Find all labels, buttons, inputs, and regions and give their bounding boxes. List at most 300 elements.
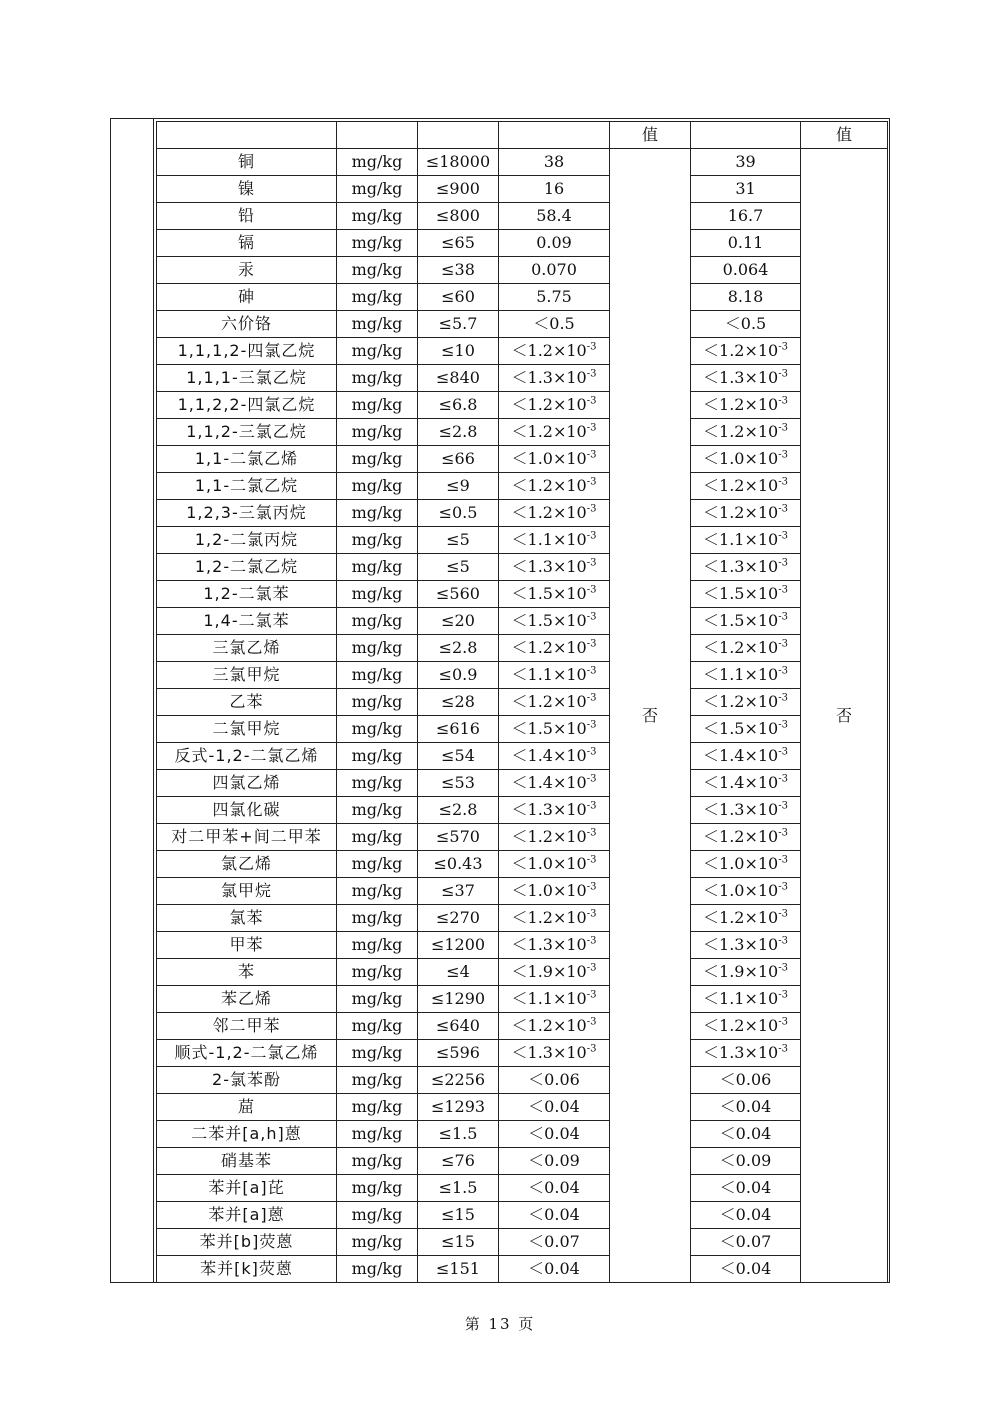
limit-cell-text: ≤65 [441, 233, 475, 252]
value2-cell [691, 608, 801, 635]
value2-cell-text: ＜1.2×10 [703, 395, 779, 414]
value2-cell-exponent: -3 [778, 854, 788, 866]
value1-cell-text: ＜1.0×10 [511, 881, 587, 900]
table-row [157, 797, 888, 824]
limit-cell [418, 527, 499, 554]
value1-cell-text: ＜1.3×10 [511, 557, 587, 576]
value2-cell-text: 16.7 [727, 206, 764, 225]
value2-cell-exponent: -3 [778, 665, 788, 677]
item-name-cell [157, 338, 337, 365]
value1-cell-text: 58.4 [536, 206, 572, 225]
unit-cell [337, 1067, 418, 1094]
value1-cell-exponent: -3 [586, 422, 597, 434]
limit-cell-text: ≤54 [441, 746, 475, 765]
value1-cell-exponent: -3 [586, 584, 597, 596]
unit-cell-text: mg/kg [351, 152, 403, 171]
value1-cell-exponent: -3 [586, 854, 597, 866]
limit-cell-text: ≤9 [446, 476, 470, 495]
item-name-cell-text: 对二甲苯+间二甲苯 [171, 827, 322, 846]
value2-cell-text: ＜1.3×10 [703, 1043, 779, 1062]
table-row [157, 527, 888, 554]
value1-cell-exponent: -3 [586, 881, 597, 893]
limit-cell [418, 797, 499, 824]
value1-cell-text: ＜1.2×10 [511, 476, 587, 495]
unit-cell-text: mg/kg [351, 908, 403, 927]
value1-cell-text: ＜1.4×10 [511, 746, 587, 765]
table-row [157, 176, 888, 203]
value2-cell-text: 0.11 [727, 233, 764, 252]
limit-cell [418, 662, 499, 689]
item-name-cell-text: 汞 [237, 260, 255, 279]
limit-cell [418, 851, 499, 878]
value2-cell [691, 1067, 801, 1094]
limit-cell-text: ≤0.9 [438, 665, 478, 684]
value1-cell-exponent: -3 [586, 1016, 597, 1028]
value1-cell [499, 1094, 610, 1121]
value1-cell-exponent: -3 [586, 368, 597, 380]
item-name-cell-text: 三氯甲烷 [212, 665, 281, 684]
value1-cell [499, 905, 610, 932]
value1-cell-exponent: -3 [586, 611, 597, 623]
value1-cell [499, 446, 610, 473]
item-name-cell [157, 1229, 337, 1256]
table-row [157, 1121, 888, 1148]
item-name-cell-text: 甲苯 [229, 935, 264, 954]
limit-cell-text: ≤800 [436, 206, 480, 225]
value2-cell [691, 419, 801, 446]
value2-cell [691, 662, 801, 689]
value2-cell-text: ＜0.07 [719, 1232, 772, 1251]
value2-cell-text: ＜1.1×10 [703, 989, 779, 1008]
value1-cell-exponent: -3 [586, 962, 597, 974]
table-row [157, 203, 888, 230]
item-name-cell [157, 1148, 337, 1175]
value1-cell-exponent: -3 [586, 719, 597, 731]
table-body [157, 122, 888, 1283]
limit-cell-text: ≤2.8 [438, 800, 478, 819]
unit-cell-text: mg/kg [351, 584, 403, 603]
item-name-cell [157, 1040, 337, 1067]
table-row [157, 716, 888, 743]
limit-cell [418, 176, 499, 203]
value1-cell [499, 419, 610, 446]
item-name-cell [157, 932, 337, 959]
table-row [157, 500, 888, 527]
value1-cell-text: ＜1.5×10 [511, 584, 587, 603]
limit-cell-text: ≤0.43 [433, 854, 483, 873]
item-name-cell [157, 1202, 337, 1229]
table-row [157, 932, 888, 959]
value1-cell [499, 1067, 610, 1094]
header-cell-empty [691, 122, 801, 149]
item-name-cell-text: 铜 [237, 152, 255, 171]
limit-cell [418, 878, 499, 905]
value2-cell-text: ＜0.06 [719, 1070, 772, 1089]
limit-cell [418, 284, 499, 311]
limit-cell [418, 338, 499, 365]
item-name-cell-text: 镍 [237, 179, 255, 198]
limit-cell-text: ≤1.5 [438, 1124, 478, 1143]
table-row [157, 959, 888, 986]
unit-cell [337, 230, 418, 257]
limit-cell [418, 1256, 499, 1283]
value1-cell-text: ＜1.2×10 [511, 692, 587, 711]
value2-cell-text: ＜1.4×10 [703, 773, 779, 792]
item-name-cell [157, 662, 337, 689]
unit-cell-text: mg/kg [351, 1070, 403, 1089]
value2-cell [691, 1256, 801, 1283]
unit-cell [337, 257, 418, 284]
item-name-cell-text: 苯乙烯 [220, 989, 272, 1008]
unit-cell-text: mg/kg [351, 557, 403, 576]
item-name-cell-text: 硝基苯 [220, 1151, 272, 1170]
value1-cell [499, 878, 610, 905]
value2-cell-exponent: -3 [778, 989, 788, 1001]
value2-cell-exponent: -3 [778, 800, 788, 812]
value2-cell-exponent: -3 [778, 530, 788, 542]
header-cell-empty [418, 122, 499, 149]
value2-cell [691, 338, 801, 365]
value2-cell-text: ＜1.2×10 [703, 476, 779, 495]
table-row [157, 392, 888, 419]
value2-cell-text: ＜1.3×10 [703, 800, 779, 819]
value2-cell [691, 203, 801, 230]
unit-cell [337, 1229, 418, 1256]
value1-cell [499, 203, 610, 230]
item-name-cell-text: 二苯并[a,h]蒽 [191, 1124, 302, 1143]
limit-cell-text: ≤60 [441, 287, 475, 306]
value1-cell [499, 608, 610, 635]
unit-cell-text: mg/kg [351, 1151, 403, 1170]
limit-cell [418, 1040, 499, 1067]
value2-cell-exponent: -3 [778, 503, 788, 515]
header-cell-empty [157, 122, 337, 149]
item-name-cell-text: 四氯乙烯 [212, 773, 281, 792]
limit-cell [418, 203, 499, 230]
value2-cell-text: 31 [735, 179, 756, 198]
item-name-cell-text: 铅 [237, 206, 255, 225]
limit-cell-text: ≤900 [436, 179, 480, 198]
limit-cell-text: ≤53 [441, 773, 475, 792]
unit-cell-text: mg/kg [351, 179, 403, 198]
value2-cell [691, 1175, 801, 1202]
unit-cell [337, 419, 418, 446]
value2-cell-exponent: -3 [778, 1043, 788, 1055]
item-name-cell [157, 1175, 337, 1202]
limit-cell [418, 1094, 499, 1121]
unit-cell [337, 446, 418, 473]
item-name-cell-text: 䓛 [237, 1097, 255, 1116]
unit-cell-text: mg/kg [351, 881, 403, 900]
table-row [157, 1094, 888, 1121]
table-row [157, 1148, 888, 1175]
unit-cell-text: mg/kg [351, 638, 403, 657]
value1-cell-text: 38 [543, 152, 565, 171]
item-name-cell [157, 500, 337, 527]
value2-cell [691, 230, 801, 257]
value2-cell [691, 500, 801, 527]
limit-cell [418, 419, 499, 446]
limit-cell-text: ≤1293 [430, 1097, 486, 1116]
limit-cell [418, 554, 499, 581]
limit-cell-text: ≤1290 [430, 989, 486, 1008]
unit-cell-text: mg/kg [351, 962, 403, 981]
table-row [157, 1067, 888, 1094]
value1-cell-exponent: -3 [586, 746, 597, 758]
unit-cell [337, 689, 418, 716]
table-row [157, 365, 888, 392]
table-row [157, 446, 888, 473]
value2-cell-exponent: -3 [778, 1016, 788, 1028]
value2-cell [691, 716, 801, 743]
value1-cell-exponent: -3 [586, 341, 597, 353]
unit-cell [337, 662, 418, 689]
value1-cell [499, 743, 610, 770]
value2-cell [691, 932, 801, 959]
item-name-cell [157, 905, 337, 932]
value1-cell-text: ＜1.1×10 [511, 989, 587, 1008]
value2-cell-exponent: -3 [778, 962, 788, 974]
value2-cell-exponent: -3 [778, 719, 788, 731]
value2-cell [691, 797, 801, 824]
unit-cell [337, 473, 418, 500]
item-name-cell [157, 554, 337, 581]
value2-cell [691, 284, 801, 311]
unit-cell-text: mg/kg [351, 692, 403, 711]
table-header-row [157, 122, 888, 149]
value1-cell-text: ＜1.2×10 [511, 422, 587, 441]
unit-cell-text: mg/kg [351, 773, 403, 792]
limit-cell-text: ≤1200 [430, 935, 486, 954]
table-row [157, 905, 888, 932]
item-name-cell-text: 1,1,2,2-四氯乙烷 [177, 395, 316, 414]
unit-cell-text: mg/kg [351, 1205, 403, 1224]
table-row [157, 878, 888, 905]
item-name-cell [157, 419, 337, 446]
value1-cell-exponent: -3 [586, 1043, 597, 1055]
limit-cell-text: ≤76 [441, 1151, 475, 1170]
value1-cell-text: ＜0.04 [528, 1124, 580, 1143]
limit-cell [418, 905, 499, 932]
value1-cell-text: 5.75 [536, 287, 572, 306]
item-name-cell-text: 乙苯 [229, 692, 264, 711]
unit-cell [337, 824, 418, 851]
value2-cell [691, 986, 801, 1013]
table-row [157, 338, 888, 365]
value2-cell-text: ＜1.4×10 [703, 746, 779, 765]
unit-cell [337, 1040, 418, 1067]
item-name-cell-text: 1,1-二氯乙烯 [194, 449, 299, 468]
value2-cell [691, 473, 801, 500]
data-table [156, 121, 888, 1283]
item-name-cell [157, 473, 337, 500]
value2-cell-exponent: -3 [778, 476, 788, 488]
value1-cell-text: ＜1.2×10 [511, 638, 587, 657]
limit-cell-text: ≤38 [441, 260, 475, 279]
limit-cell [418, 1148, 499, 1175]
unit-cell-text: mg/kg [351, 935, 403, 954]
value2-cell-exponent: -3 [778, 341, 788, 353]
unit-cell [337, 959, 418, 986]
limit-cell-text: ≤6.8 [438, 395, 478, 414]
value2-cell-text: ＜1.2×10 [703, 341, 779, 360]
unit-cell [337, 392, 418, 419]
table-row [157, 743, 888, 770]
item-name-cell-text: 1,2-二氯丙烷 [194, 530, 299, 549]
limit-cell-text: ≤840 [436, 368, 480, 387]
unit-cell-text: mg/kg [351, 665, 403, 684]
value2-cell-text: ＜1.2×10 [703, 422, 779, 441]
unit-cell-text: mg/kg [351, 368, 403, 387]
value2-cell-exponent: -3 [778, 881, 788, 893]
unit-cell [337, 1121, 418, 1148]
table-row [157, 311, 888, 338]
unit-cell-text: mg/kg [351, 1016, 403, 1035]
value1-cell-text: ＜1.2×10 [511, 908, 587, 927]
unit-cell-text: mg/kg [351, 1232, 403, 1251]
limit-cell [418, 635, 499, 662]
item-name-cell [157, 1013, 337, 1040]
unit-cell-text: mg/kg [351, 1043, 403, 1062]
item-name-cell-text: 邻二甲苯 [212, 1016, 281, 1035]
unit-cell-text: mg/kg [351, 1124, 403, 1143]
header-cell-empty [337, 122, 418, 149]
limit-cell [418, 230, 499, 257]
unit-cell [337, 554, 418, 581]
item-name-cell-text: 氯苯 [229, 908, 264, 927]
value1-cell-text: ＜0.09 [528, 1151, 580, 1170]
unit-cell-text: mg/kg [351, 206, 403, 225]
unit-cell [337, 878, 418, 905]
table-row [157, 770, 888, 797]
value1-cell-exponent: -3 [586, 476, 597, 488]
value1-cell-text: ＜1.3×10 [511, 1043, 587, 1062]
item-name-cell-text: 二氯甲烷 [212, 719, 281, 738]
value1-cell-text: ＜0.04 [528, 1259, 580, 1278]
item-name-cell-text: 苯并[a]芘 [208, 1178, 285, 1197]
value1-cell [499, 851, 610, 878]
unit-cell-text: mg/kg [351, 422, 403, 441]
header-cell-value: 值 [801, 122, 888, 149]
left-border-line [153, 118, 154, 1283]
unit-cell [337, 311, 418, 338]
table-row [157, 257, 888, 284]
value2-cell-exponent: -3 [778, 449, 788, 461]
unit-cell [337, 581, 418, 608]
table-row [157, 1229, 888, 1256]
limit-cell-text: ≤20 [441, 611, 475, 630]
item-name-cell-text: 1,2-二氯乙烷 [194, 557, 299, 576]
limit-cell [418, 689, 499, 716]
value1-cell [499, 554, 610, 581]
value2-cell-exponent: -3 [778, 692, 788, 704]
unit-cell [337, 176, 418, 203]
item-name-cell-text: 三氯乙烯 [212, 638, 281, 657]
value2-cell-exponent: -3 [778, 584, 788, 596]
value2-cell-text: ＜0.04 [719, 1097, 772, 1116]
limit-cell [418, 1013, 499, 1040]
value1-cell [499, 689, 610, 716]
item-name-cell [157, 608, 337, 635]
value1-cell [499, 1013, 610, 1040]
item-name-cell [157, 824, 337, 851]
item-name-cell-text: 1,1-二氯乙烷 [194, 476, 299, 495]
limit-cell-text: ≤560 [436, 584, 480, 603]
table-row [157, 554, 888, 581]
unit-cell-text: mg/kg [351, 746, 403, 765]
value2-cell [691, 149, 801, 176]
unit-cell [337, 770, 418, 797]
limit-cell-text: ≤640 [436, 1016, 480, 1035]
value1-cell [499, 824, 610, 851]
value1-cell-text: ＜1.5×10 [511, 719, 587, 738]
value2-cell-text: ＜1.5×10 [703, 584, 779, 603]
value2-cell-text: ＜1.5×10 [703, 719, 779, 738]
limit-cell-text: ≤2256 [430, 1070, 486, 1089]
limit-cell-text: ≤570 [436, 827, 480, 846]
item-name-cell [157, 986, 337, 1013]
unit-cell-text: mg/kg [351, 827, 403, 846]
value1-cell-text: ＜1.2×10 [511, 395, 587, 414]
unit-cell [337, 338, 418, 365]
value2-cell [691, 1121, 801, 1148]
table-row [157, 1040, 888, 1067]
item-name-cell-text: 1,1,1,2-四氯乙烷 [177, 341, 316, 360]
value2-cell [691, 824, 801, 851]
value2-cell [691, 446, 801, 473]
unit-cell [337, 1094, 418, 1121]
table-row [157, 662, 888, 689]
limit-cell [418, 446, 499, 473]
value2-cell [691, 689, 801, 716]
value1-cell [499, 392, 610, 419]
unit-cell [337, 149, 418, 176]
item-name-cell-text: 四氯化碳 [212, 800, 281, 819]
limit-cell [418, 743, 499, 770]
item-name-cell [157, 527, 337, 554]
value1-cell-exponent: -3 [586, 800, 597, 812]
table-row [157, 473, 888, 500]
value1-cell [499, 662, 610, 689]
unit-cell-text: mg/kg [351, 530, 403, 549]
value1-cell [499, 365, 610, 392]
value2-cell-text: ＜1.2×10 [703, 827, 779, 846]
item-name-cell [157, 149, 337, 176]
value2-cell-exponent: -3 [778, 746, 788, 758]
value1-cell [499, 473, 610, 500]
item-name-cell-text: 1,2,3-三氯丙烷 [186, 503, 307, 522]
table-row [157, 581, 888, 608]
value1-cell [499, 1040, 610, 1067]
value1-cell-exponent: -3 [586, 530, 597, 542]
value1-cell-exponent: -3 [586, 449, 597, 461]
limit-cell-text: ≤5 [446, 557, 470, 576]
conclusion-cell-b: 否 [801, 149, 888, 1283]
item-name-cell-text: 苯并[b]荧蒽 [199, 1232, 294, 1251]
value2-cell [691, 1202, 801, 1229]
unit-cell-text: mg/kg [351, 341, 403, 360]
unit-cell [337, 203, 418, 230]
value1-cell [499, 527, 610, 554]
value2-cell [691, 743, 801, 770]
table-row [157, 986, 888, 1013]
value1-cell-text: ＜1.2×10 [511, 503, 587, 522]
table-row [157, 608, 888, 635]
value1-cell-exponent: -3 [586, 557, 597, 569]
limit-cell-text: ≤66 [441, 449, 475, 468]
item-name-cell-text: 苯并[k]荧蒽 [200, 1259, 293, 1278]
value1-cell-text: ＜0.07 [528, 1232, 580, 1251]
